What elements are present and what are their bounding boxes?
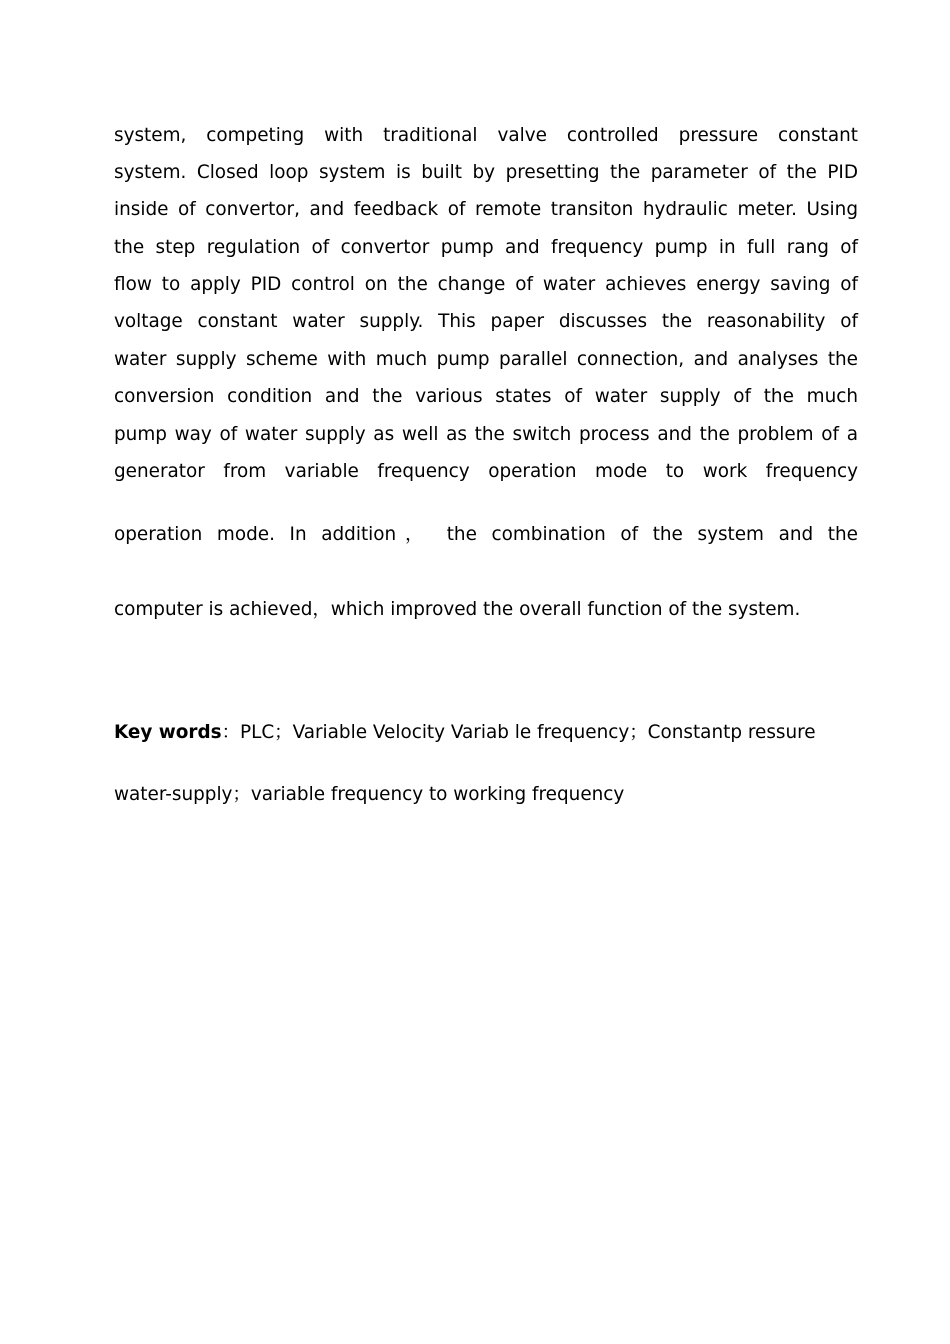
abstract-line: pump way of water supply as well as the switch process and the problem of a <box>114 424 858 445</box>
abstract-line: system. Closed loop system is built by presetting the parameter of the PID <box>114 162 858 183</box>
keywords-line-1 <box>114 722 858 744</box>
abstract-line: computer is achieved，which improved the overall function of the system. <box>114 599 801 620</box>
abstract-line: water supply scheme with much pump parallel connection, and analyses the <box>114 349 858 370</box>
abstract-line: flow to apply PID control on the change of water achieves energy saving of <box>114 274 858 295</box>
abstract-line: inside of convertor, and feedback of remote transiton hydraulic meter. Using <box>114 199 858 220</box>
abstract-line: conversion condition and the various states of water supply of the much <box>114 386 858 407</box>
keywords-line-2: water-supply；variable frequency to working frequency <box>114 784 625 805</box>
keywords-text: ：PLC；Variable Velocity Variab le frequency；Constantp ressure <box>221 722 816 743</box>
abstract-line: system, competing with traditional valve controlled pressure constant <box>114 125 858 146</box>
abstract-line: operation mode. In addition， the combination of the system and the <box>114 524 858 545</box>
abstract-line: the step regulation of convertor pump and frequency pump in full rang of <box>114 237 858 258</box>
abstract-line: generator from variable frequency operation mode to work frequency <box>114 461 858 482</box>
keywords-label: Key words <box>114 722 222 743</box>
abstract-line: voltage constant water supply. This paper discusses the reasonability of <box>114 311 858 332</box>
